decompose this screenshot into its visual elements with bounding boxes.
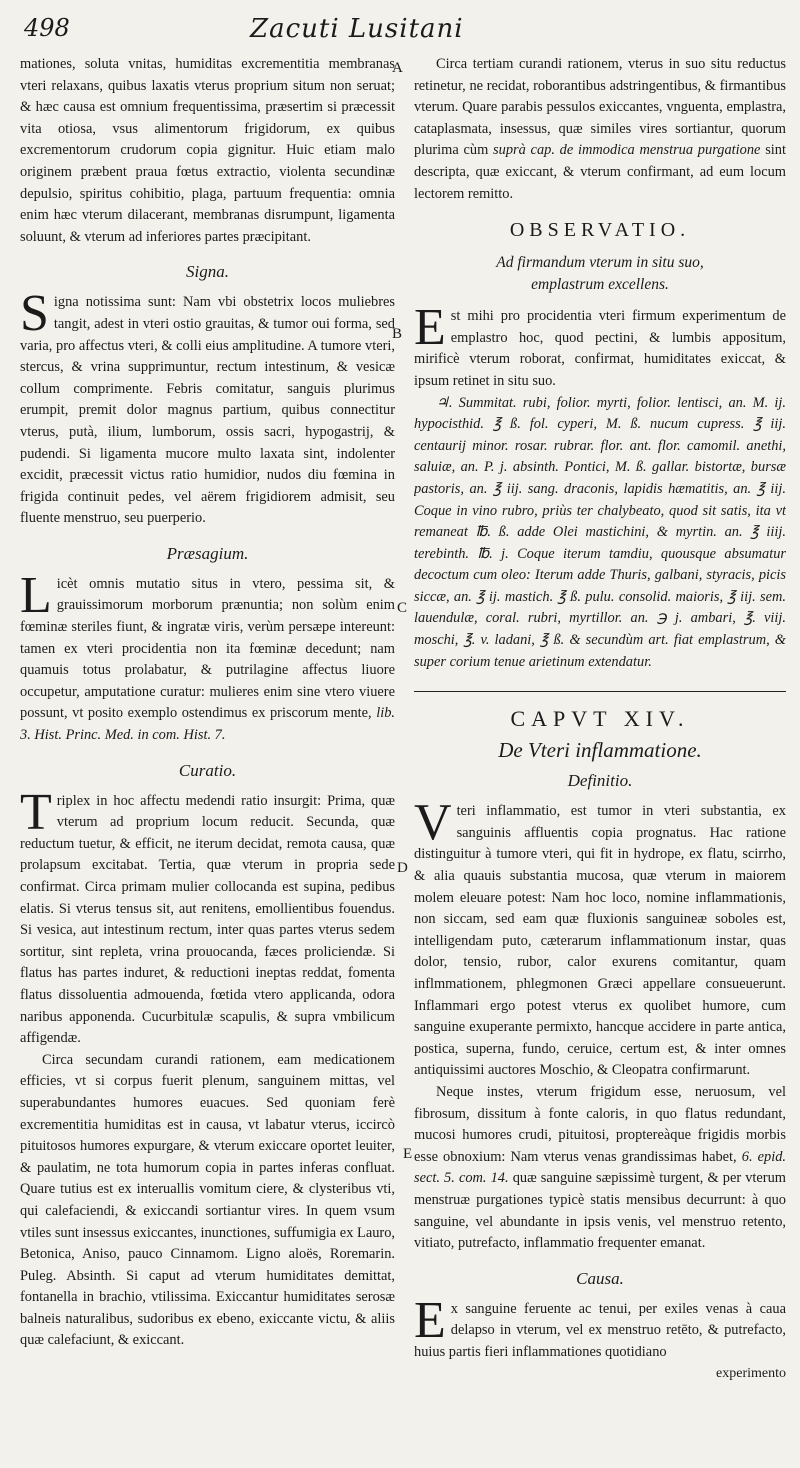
definitio-2-reference: 6. epid. sect. 5. com. 14. <box>414 1148 786 1187</box>
margin-letter-a: A <box>392 60 403 76</box>
heading-causa: Causa. <box>576 1268 624 1288</box>
definitio-2-end: quæ sanguine sæpissimè turgent, & per vterum menstruæ purgationes typicè statis mensibus decurrunt: à quo sanguine, vel abundante in ipsis venis, vel menstruo retento, vitiato, putrefacto, inflammatio frequenter emanat. <box>414 1170 786 1252</box>
margin-letter-b: B <box>392 326 403 342</box>
curatio-paragraph-2: Circa secundam curandi rationem, eam medicationem efficies, vt si corpus fuerit plenum, sanguinem mittas, vel superabundantes humores euacues. Sed quoniam ferè excrementitia humiditas est in causa, vt labatur vterus, iccircò pituitosos humores expurgare, & vterum exiccare oportet leuiter, & paulatim, ne tota humorum copia in partes inferas confluat. Quare tutius est ex interuallis vomitum ciere, & clysteribus vti, qui calefaciendi, & exiccandi sortiantur vires. In quem vsum vtiles sunt insessus exiccantes, inunctiones, suffumigia ex Lauro, Betonica, Aniso, pauco Cinnamom. Ligno aloës, Roremarin. Puleg. Absinth. Si caput ad vterum humiditates demittat, fontanella in brachio, vtilissima. Exiccantur humiditates serosæ balneis naturalibus, sudoribus ex ebeno, exiccante victu, & aliis quæ calefaciunt, & exiccant. <box>20 1051 395 1349</box>
right-intro-paragraph <box>414 54 786 205</box>
chapter-title: CAPVT XIV. <box>510 706 690 732</box>
left-intro-paragraph: mationes, soluta vnitas, humiditas excrementitia membranas vteri relaxans, quibus laxatis vterus proprium situm non seruat; & hæc causa est omnium frequentissima, præsertim si præcessit vita otiosa, vsus alimentorum frigidorum, ex quibus excrementorum crudorum copia gignitur. Huic etiam malo originem præbent praua fœtus extractio, violenta secundinæ depulsio, spiritus cohibitio, plaga, partuum frequentia: omnia enim hæc vterum dilacerant, membranas disrumpunt, ligamenta soluunt, & vterum ad inferiores partes præcipitant. <box>20 56 395 245</box>
margin-letter-d: D <box>397 860 408 876</box>
section-rule <box>414 691 786 692</box>
right-intro-text: Circa tertiam curandi rationem, vterus in suo situ reductus retinetur, ne recidat, roborantibus adstringentibus, & firmantibus vterum. Quare parabis pessulos exiccantes, vnguenta, emplastra, cataplasmata, insessus, quæ similes vires sortiantur, quorum plurima cùm <box>414 56 786 159</box>
left-column <box>20 54 395 1458</box>
curatio-paragraph: Triplex in hoc affectu medendi ratio insurgit: Prima, quæ vterum ad proprium locum reducit. Secunda, quæ reductum tuetur, & efficit, ne iterum decidat, remota causa, quæ prolapsum excitabat. Tertia, quæ vterum in propria sede confirmat. Circa primam mulier collocanda est supina, pedibus elatis. Si vterus tensus sit, aut renitens, emollientibus fouendus. Si vesica, aut intestinum rectum, inter quas partes vterus sedem sortitur, sint repleta, vrina prouocanda, fæces proliciendæ. Si flatus has partes induret, & reductioni ineptas reddat, fomenta flatus dissoluentia admouenda, fœtida vtero applicanda, odora naribus apponenda. Cucurbitulæ scapulis, & supra vmbilicum affigendæ. <box>20 783 395 1047</box>
heading-signa: Signa. <box>186 262 229 282</box>
chapter-subtitle: De Vteri inflammatione. <box>498 738 702 763</box>
observatio-paragraph: Est mihi pro procidentia vteri firmum experimentum de emplastro hoc, quod pectini, & lumbis appositum, mirificè vterum roborat, confirmat, humiditates exiccat, & ipsum retinet in situ suo. <box>414 299 786 389</box>
observatio-subtitle-line-2: emplastrum excellens. <box>531 276 669 294</box>
heading-curatio: Curatio. <box>178 760 237 780</box>
praesagium-paragraph <box>20 566 395 747</box>
observatio-subtitle-line-1: Ad firmandum vterum in situ suo, <box>496 254 704 272</box>
right-column <box>414 54 786 1458</box>
observatio-title: OBSERVATIO. <box>509 219 691 242</box>
recipe-paragraph: ♃. Summitat. rubi, folior. myrti, folior. lentisci, an. M. ij. hypocisthid. ℥ ß. fol. cyperi, M. ß. nucum cupress. ℥ iij. centaurij minor. rosar. rubrar. flor. ant. flor. camomil. anethi, saluiæ, an. P. j. absinth. Pontici, M. ß. gallar. bistortæ, bursæ pastoris, an. ℥ iij. sang. draconis, lapidis hæmatitis, an. ℥ iij. Coque in vino rubro, priùs ter chalybeato, quod sit satis, ita vt remaneat ℔. ß. adde Olei mastichini, & myrtin. an. ℥ iiij. terebinth. ℔. j. Coque iterum tamdiu, quousque absumatur decoctum cum oleo: Iterum adde Thuris, galbani, styracis, picis siccæ, an. ℥ ij. mastich. ℥ ß. pulu. consolid. maioris, ℥ iij. sem. lauendulæ, coral. rubri, myrtillor. an. ℈ j. ambari, ℥. viij. moschi, ℥. v. ladani, ℥ ß. & secundùm art. fiat emplastrum, & super corium tenue arietinum extendatur. <box>414 394 786 670</box>
margin-letter-e: E <box>403 1146 413 1162</box>
heading-definitio: Definitio. <box>567 771 633 791</box>
signa-paragraph: Signa notissima sunt: Nam vbi obstetrix locos muliebres tangit, adest in vteri ostio grauitas, & tumor oui forma, sed varia, pro affectus vteri, & colli eius amplitudine. A tumore vteri, stercus, & vrina supprimuntur, rectum intestinum, & vesicæ collum comprimente. Febris comitatur, sanguis plurimus erumpit, premit dolor magnus partium, quibus connectitur vterus, putà, ilium, lumborum, ossis sacri, hypogastrij, & pudendi. Si ligamenta mucore multo laxata sint, indolenter excidit, præcessit victus ratio humidior, nudos diu fœmina in frigida continuit pedes, vel aërem frigidiorem admisit, seu fluente menstruo, seu puerperio. <box>20 285 395 527</box>
praesagium-text: Licèt omnis mutatio situs in vtero, pessima sit, & grauissimorum morborum prænuntia; non solùm enim fœminæ steriles fiunt, & ingratæ viris, verùm persæpe intereunt: tamen ex vteri procidentia non ita fœminæ decedunt; nam quamuis totus prolabatur, & putrilagine affectus liuore occupetur, amputatione curatur: mulieres enim sine vtero viuere possunt, vt posito exemplo ostendimus ex priscorum mente, <box>20 566 395 722</box>
definitio-paragraph: Vteri inflammatio, est tumor in vteri substantia, ex sanguinis affluentis copia prognatus. Hac ratione distinguitur à tumore vteri, qui fit in hydrope, ex flatu, scirrho, & alia quauis substantia mucosa, quæ vterum in maiorem molem eleuare potest: Nam hoc loco, nomine inflammationis, non siccam, sed eam quæ fluxionis sanguineæ soboles est, intelligendam puto, cæterarum inflammationum instar, quas dolor, tensio, rubor, calor exurens comitantur, quam inflmmationem, phlegmonen Græci appellare consueuerunt. Inflammari ergo potest vterus ex quolibet humore, cum sanguine exuperante permixto, hancque accidere in parte antica, postica, superna, fundo, ceruice, certum est, & inter omnes antiquissimi auctores Moschio, & Cleopatra confirmarunt. <box>414 794 786 1079</box>
margin-letter-c: C <box>397 600 408 616</box>
definitio-paragraph-2 <box>414 1082 786 1255</box>
page-number: 498 <box>24 14 70 42</box>
observatio-subtitle <box>414 252 786 296</box>
definitio-2-text: Neque instes, vterum frigidum esse, neruosum, vel fibrosum, dissitum à fonte caloris, in quo flatus redundant, mucosi humores crudi, pituitosi, proptereàque frigidis morbis esse obnoxium: Nam vterus venas grandissimas habet, <box>414 1083 786 1165</box>
running-head <box>20 14 784 50</box>
catchword: experimento <box>716 1365 786 1381</box>
running-title: Zacuti Lusitani <box>250 14 464 44</box>
right-intro-end: sint descripta, quæ exiccant, & vterum confirmant, ad eum locum lectorem remitto. <box>414 142 786 202</box>
right-intro-reference: suprà cap. de immodica menstrua purgatione <box>493 142 761 159</box>
heading-praesagium: Præsagium. <box>166 543 249 563</box>
causa-paragraph: Ex sanguine feruente ac tenui, per exiles venas à caua delapso in vterum, vel ex menstruo retēto, & putrefacto, huius partis fieri inflammationes quotidiano <box>414 1291 786 1360</box>
praesagium-reference: lib. 3. Hist. Princ. Med. in com. Hist. 7. <box>20 705 395 744</box>
